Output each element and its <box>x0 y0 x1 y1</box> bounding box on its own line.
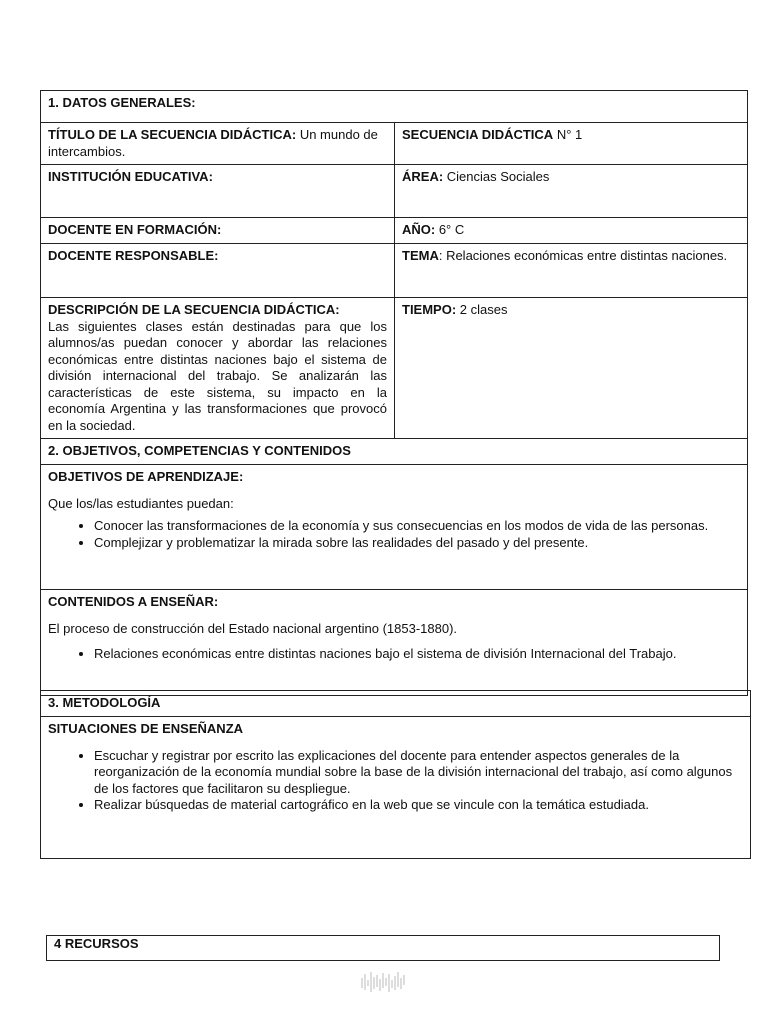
recursos-heading: 4 RECURSOS <box>46 935 720 961</box>
area-label: ÁREA: <box>402 169 444 184</box>
descripcion-cell <box>41 298 395 439</box>
objetivos-list <box>48 518 740 551</box>
objetivos-heading: OBJETIVOS DE APRENDIZAJE: <box>48 469 244 484</box>
docente-responsable-label: DOCENTE RESPONSABLE: <box>41 244 395 298</box>
contenidos-heading: CONTENIDOS A ENSEÑAR: <box>48 594 219 609</box>
docente-formacion-label: DOCENTE EN FORMACIÓN: <box>41 218 395 244</box>
list-item: • Realizar búsquedas de material cartográfico en la web que se vincule con la temática estudiada. <box>94 797 743 814</box>
list-item: • Complejizar y problematizar la mirada sobre las realidades del pasado y del presente. <box>94 535 740 552</box>
descripcion-label: DESCRIPCIÓN DE LA SECUENCIA DIDÁCTICA: <box>48 302 340 317</box>
titulo-label: TÍTULO DE LA SECUENCIA DIDÁCTICA: <box>48 127 297 142</box>
secuencia-value: N° 1 <box>553 127 583 142</box>
secuencia-cell <box>395 123 748 165</box>
tema-value: : Relaciones económicas entre distintas naciones. <box>438 248 728 263</box>
anio-label: AÑO: <box>402 222 436 237</box>
anio-cell <box>395 218 748 244</box>
datos-generales-table <box>40 90 748 696</box>
barcode-watermark <box>360 968 408 994</box>
tiempo-cell <box>395 298 748 439</box>
tema-cell <box>395 244 748 298</box>
section-3-heading: 3. METODOLOGÍA <box>41 691 751 717</box>
secuencia-label: SECUENCIA DIDÁCTICA <box>402 127 554 142</box>
tiempo-value: 2 clases <box>456 302 508 317</box>
list-item: • Conocer las transformaciones de la economía y sus consecuencias en los modos de vida de las personas. <box>94 518 740 535</box>
objetivos-intro: Que los/las estudiantes puedan: <box>48 495 234 511</box>
metodologia-table <box>40 690 751 859</box>
contenidos-intro: El proceso de construcción del Estado nacional argentino (1853-1880). <box>48 620 458 636</box>
titulo-value: Un mundo de intercambios. <box>48 127 378 159</box>
section-1-heading: 1. DATOS GENERALES: <box>41 91 748 123</box>
situaciones-heading: SITUACIONES DE ENSEÑANZA <box>48 721 244 736</box>
list-item: • Relaciones económicas entre distintas naciones bajo el sistema de división Internacional del Trabajo. <box>94 646 740 663</box>
anio-value: 6° C <box>435 222 465 237</box>
institucion-label: INSTITUCIÓN EDUCATIVA: <box>41 165 395 218</box>
objetivos-cell <box>41 465 748 590</box>
contenidos-cell <box>41 590 748 696</box>
titulo-cell <box>41 123 395 165</box>
descripcion-value: Las siguientes clases están destinadas para que los alumnos/as puedan conocer y abordar las relaciones económicas entre distintas naciones bajo el sistema de división internacional del trabajo. Se analizarán las características de este sistema, su impacto en la economía Argentina y las transformaciones que provocó en la sociedad. <box>48 318 387 433</box>
area-value: Ciencias Sociales <box>443 169 550 184</box>
contenidos-list <box>48 646 740 663</box>
tiempo-label: TIEMPO: <box>402 302 457 317</box>
situaciones-cell <box>41 717 751 859</box>
list-item: • Escuchar y registrar por escrito las explicaciones del docente para entender aspectos generales de la reorganización de la economía mundial sobre la base de la división internacional del trabajo, así como algunos de los factores que facilitaron su despliegue. <box>94 748 743 798</box>
situaciones-list <box>48 748 743 814</box>
section-2-heading: 2. OBJETIVOS, COMPETENCIAS Y CONTENIDOS <box>41 439 748 465</box>
area-cell <box>395 165 748 218</box>
tema-label: TEMA <box>402 248 439 263</box>
